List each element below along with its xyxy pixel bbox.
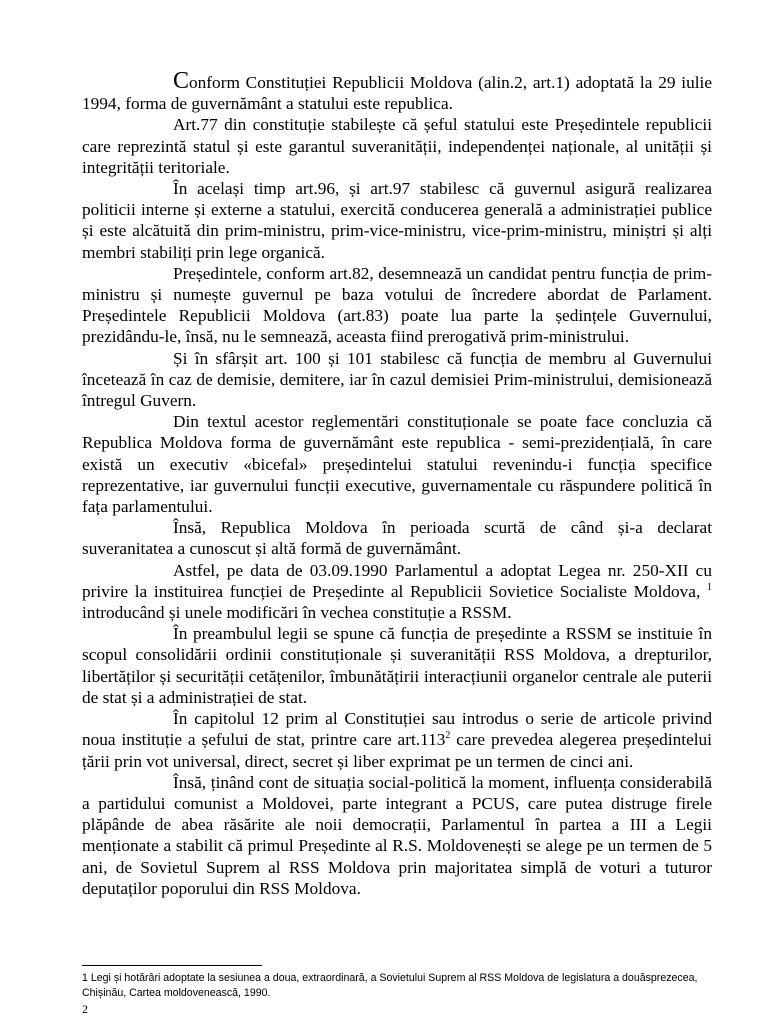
footnote-separator <box>82 965 262 966</box>
page-number: 2 <box>82 1002 88 1016</box>
footnote <box>82 971 712 1001</box>
paragraph: Însă, Republica Moldova în perioada scurtă de când și-a declarat suveranitatea a cunoscut și altă formă de guvernământ. <box>82 518 712 559</box>
paragraph <box>82 708 712 772</box>
footnote-reference: 2 <box>445 730 451 742</box>
body-text <box>82 68 712 899</box>
paragraph: În același timp art.96, și art.97 stabilesc că guvernul asigură realizarea politicii interne și externe a statului, exercită conducerea generală a administrației publice și este alcătuită din prim-ministru, prim-vice-ministru, vice-prim-ministru, miniștri și alți membri stabiliți prin lege organică. <box>82 179 712 262</box>
paragraph: Președintele, conform art.82, desemnează un candidat pentru funcția de prim-ministru și numește guvernul pe baza votului de încredere abordat de Parlament. Președintele Republicii Moldova (art.83) poate lua parte la ședințele Guvernului, prezidându-le, însă, nu le semnează, aceasta fiind prerogativă prim-ministrului. <box>82 263 712 347</box>
paragraph-text: onform Constituției Republicii Moldova (alin.2, art.1) adoptată la 29 iulie 1994, forma de guvernământ a statului este republica. <box>82 73 712 114</box>
paragraph-text: care prevedea alegerea președintelui țării prin vot universal, direct, secret și liber exprimat pe un termen de cinci ani. <box>82 730 712 771</box>
footnote-text: Legi și hotărâri adoptate la sesiunea a doua, extraordinară, a Sovietului Suprem al RSS Moldova de legislatura a douăsprezecea, Chișinău, Cartea moldovenească, 1990. <box>82 972 698 999</box>
paragraph-text: Astfel, pe data de 03.09.1990 Parlamentul a adoptat Legea nr. 250-XII cu privire la instituirea funcției de Președinte al Republicii Sovietice Socialiste Moldova, <box>82 560 712 601</box>
footnote-number: 1 <box>82 972 88 984</box>
initial-letter: C <box>173 68 190 94</box>
paragraph: În preambulul legii se spune că funcția de președinte a RSSM se instituie în scopul consolidării ordinii constituționale și suveranității RSS Moldova, a drepturilor, libertăților și securității cetățenilor, îmbunătățirii interacțiunii organelor centrale ale puterii de stat și a administrației de stat. <box>82 624 712 707</box>
paragraph: Și în sfârșit art. 100 și 101 stabilesc că funcția de membru al Guvernului încetează în caz de demisie, demitere, iar în cazul demisiei Prim-ministrului, demisionează întregul Guvern. <box>82 348 712 411</box>
paragraph-text: introducând și unele modificări în vechea constituție a RSSM. <box>82 603 512 623</box>
footnote-reference: 1 <box>707 582 712 594</box>
paragraph: Art.77 din constituție stabilește că șeful statului este Președintele republicii care reprezintă statul și este garantul suveranității, independenței naționale, al unității și integrității teritoriale. <box>82 115 712 177</box>
paragraph-text: În capitolul 12 prim al Constituției sau introdus o serie de articole privind noua instituție a șefului de stat, printre care art.113 <box>82 709 712 750</box>
paragraph: Din textul acestor reglementări constituționale se poate face concluzia că Republica Moldova forma de guvernământ este republica - semi-prezidențială, în care există un executiv «bicefal» președintelui statului revenindu-i funcția specifice reprezentative, iar guvernului funcții executive, guvernamentale cu răspundere politică în fața parlamentului. <box>82 412 712 517</box>
paragraph: Însă, ținând cont de situația social-politică la moment, influența considerabilă a partidului comunist a Moldovei, parte integrant a PCUS, care putea distruge firele plăpânde de abea răsărite ale noii democrații, Parlamentul în partea a III a Legii menționate a stabilit că primul Președinte al R.S. Moldovenești se alege pe un termen de 5 ani, de Sovietul Suprem al RSS Moldova prin majoritatea simplă de voturi a tuturor deputaților poporului din RSS Moldova. <box>82 772 712 898</box>
paragraph <box>82 68 712 114</box>
paragraph <box>82 560 712 624</box>
